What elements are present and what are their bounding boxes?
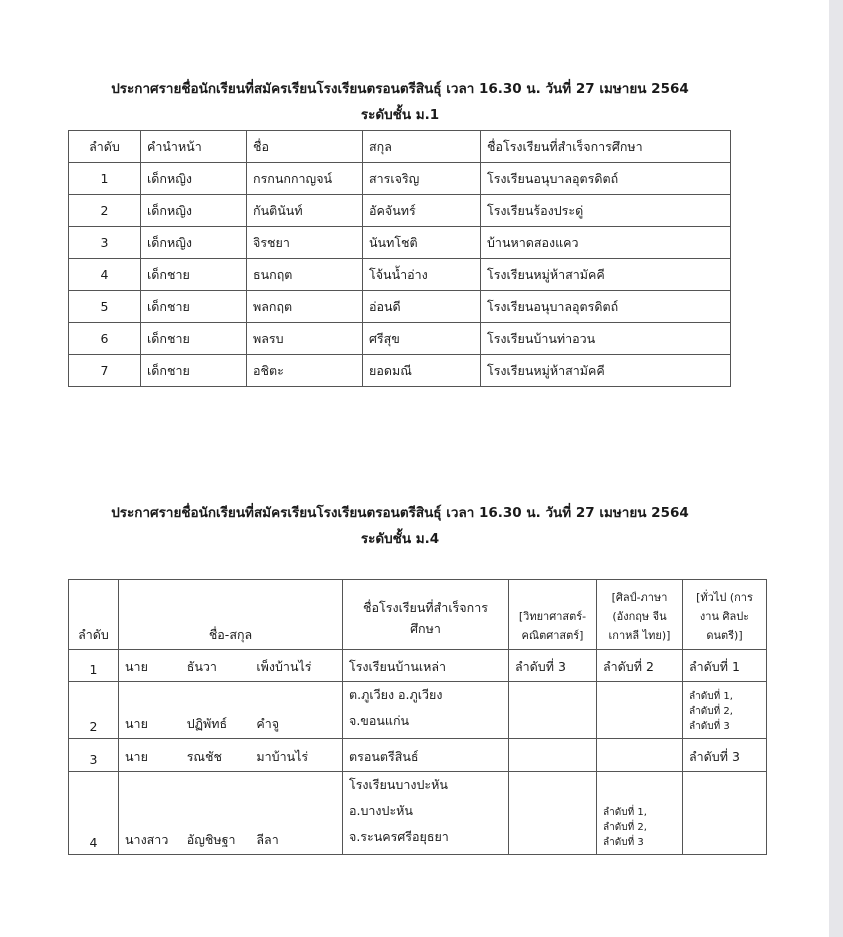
cell-prefix: เด็กหญิง bbox=[141, 227, 247, 259]
cell-index: 5 bbox=[69, 291, 141, 323]
cell-firstname: อชิตะ bbox=[247, 355, 363, 387]
cell-index: 1 bbox=[69, 650, 119, 682]
cell-index: 3 bbox=[69, 739, 119, 772]
cell-firstname: อัญชิษฐา bbox=[186, 832, 236, 847]
cell-sci-rank bbox=[509, 739, 597, 772]
cell-index: 2 bbox=[69, 682, 119, 739]
rank-line: ลำดับที่ 1, bbox=[603, 807, 647, 818]
header-arts-lang: [ศิลป์-ภาษา (อังกฤษ จีน เกาหลี ไทย)] bbox=[597, 580, 683, 650]
cell-school: โรงเรียนบ้านท่าอวน bbox=[481, 323, 731, 355]
cell-index: 7 bbox=[69, 355, 141, 387]
cell-prefix: เด็กชาย bbox=[141, 323, 247, 355]
table-row bbox=[69, 195, 731, 227]
cell-lastname: นันทโชติ bbox=[363, 227, 481, 259]
rank-line: ลำดับที่ 1, bbox=[689, 691, 733, 702]
cell-lastname: ศรีสุข bbox=[363, 323, 481, 355]
cell-school: โรงเรียนหมู่ห้าสามัคคี bbox=[481, 259, 731, 291]
header-general: [ทั่วไป (การงาน ศิลปะ ดนตรี)] bbox=[683, 580, 767, 650]
cell-firstname: ธนกฤต bbox=[247, 259, 363, 291]
header-firstname: ชื่อ bbox=[247, 131, 363, 163]
page-edge-strip bbox=[829, 0, 843, 937]
cell-prefix: นาย bbox=[125, 749, 148, 764]
section2-subtitle: ระดับชั้น ม.4 bbox=[360, 531, 440, 547]
cell-firstname: กรกนกกาญจน์ bbox=[247, 163, 363, 195]
cell-fullname bbox=[119, 772, 343, 855]
cell-firstname: พลรบ bbox=[247, 323, 363, 355]
school-line: จ.ระนครศรีอยุธยา bbox=[349, 829, 449, 844]
table-row bbox=[69, 259, 731, 291]
cell-lastname: ลีลา bbox=[256, 832, 279, 847]
cell-prefix: เด็กหญิง bbox=[141, 195, 247, 227]
cell-school: โรงเรียนอนุบาลอุตรดิตถ์ bbox=[481, 291, 731, 323]
m1-applicant-table bbox=[68, 130, 731, 387]
cell-lastname: สารเจริญ bbox=[363, 163, 481, 195]
table-row bbox=[69, 772, 767, 855]
cell-arts-rank bbox=[597, 739, 683, 772]
cell-lastname: มาบ้านไร่ bbox=[256, 749, 309, 764]
cell-arts-rank bbox=[597, 772, 683, 855]
cell-lastname: โจ้นน้ำอ่าง bbox=[363, 259, 481, 291]
table-row bbox=[69, 650, 767, 682]
cell-index: 2 bbox=[69, 195, 141, 227]
header-index: ลำดับ bbox=[69, 580, 119, 650]
cell-firstname: ธันวา bbox=[186, 659, 217, 674]
table-row bbox=[69, 739, 767, 772]
cell-firstname: พลกฤต bbox=[247, 291, 363, 323]
cell-general-rank bbox=[683, 772, 767, 855]
cell-firstname: รณชัช bbox=[186, 749, 222, 764]
cell-firstname: ปฏิพัทธ์ bbox=[186, 716, 228, 731]
cell-school: โรงเรียนร้องประดู่ bbox=[481, 195, 731, 227]
rank-line: ลำดับที่ 2, bbox=[603, 822, 647, 833]
section1-subtitle: ระดับชั้น ม.1 bbox=[360, 107, 440, 123]
section2-title: ประกาศรายชื่อนักเรียนที่สมัครเรียนโรงเรียนตรอนตรีสินธุ์ เวลา 16.30 น. วันที่ 27 เมษายน 2564 bbox=[111, 505, 689, 521]
table-row bbox=[69, 355, 731, 387]
cell-arts-rank: ลำดับที่ 2 bbox=[597, 650, 683, 682]
table-row bbox=[69, 291, 731, 323]
cell-index: 4 bbox=[69, 259, 141, 291]
cell-school bbox=[343, 682, 509, 739]
table-row bbox=[69, 227, 731, 259]
table-header-row bbox=[69, 131, 731, 163]
school-line: จ.ขอนแก่น bbox=[349, 713, 410, 728]
header-index: ลำดับ bbox=[69, 131, 141, 163]
table-row bbox=[69, 682, 767, 739]
cell-lastname: อ่อนดี bbox=[363, 291, 481, 323]
cell-prefix: เด็กชาย bbox=[141, 291, 247, 323]
table-header-row bbox=[69, 580, 767, 650]
school-line: อ.บางปะหัน bbox=[349, 803, 413, 818]
cell-prefix: นางสาว bbox=[125, 832, 169, 847]
cell-fullname bbox=[119, 682, 343, 739]
header-lastname: สกุล bbox=[363, 131, 481, 163]
cell-prefix: นาย bbox=[125, 659, 148, 674]
cell-firstname: จิรชยา bbox=[247, 227, 363, 259]
cell-sci-rank bbox=[509, 772, 597, 855]
header-sci-math: [วิทยาศาสตร์-คณิตศาสตร์] bbox=[509, 580, 597, 650]
school-line: โรงเรียนบางปะหัน bbox=[349, 777, 448, 792]
cell-fullname bbox=[119, 650, 343, 682]
cell-prefix: เด็กชาย bbox=[141, 355, 247, 387]
cell-general-rank: ลำดับที่ 3 bbox=[683, 739, 767, 772]
cell-lastname: เพ็งบ้านไร่ bbox=[256, 659, 312, 674]
school-line: ต.ภูเวียง อ.ภูเวียง bbox=[349, 687, 443, 702]
cell-general-rank bbox=[683, 682, 767, 739]
cell-school: โรงเรียนหมู่ห้าสามัคคี bbox=[481, 355, 731, 387]
cell-index: 4 bbox=[69, 772, 119, 855]
header-fullname: ชื่อ-สกุล bbox=[119, 580, 343, 650]
cell-fullname bbox=[119, 739, 343, 772]
cell-firstname: กันตินันท์ bbox=[247, 195, 363, 227]
cell-sci-rank bbox=[509, 682, 597, 739]
m4-applicant-table bbox=[68, 579, 767, 855]
cell-school: โรงเรียนบ้านเหล่า bbox=[343, 650, 509, 682]
rank-line: ลำดับที่ 2, bbox=[689, 706, 733, 717]
header-school: ชื่อโรงเรียนที่สำเร็จการศึกษา bbox=[343, 580, 509, 650]
section1-title: ประกาศรายชื่อนักเรียนที่สมัครเรียนโรงเรียนตรอนตรีสินธุ์ เวลา 16.30 น. วันที่ 27 เมษายน 2564 bbox=[111, 81, 689, 97]
rank-line: ลำดับที่ 3 bbox=[603, 837, 644, 848]
cell-prefix: เด็กหญิง bbox=[141, 163, 247, 195]
rank-line: ลำดับที่ 3 bbox=[689, 721, 730, 732]
table-row bbox=[69, 163, 731, 195]
cell-prefix: นาย bbox=[125, 716, 148, 731]
cell-general-rank: ลำดับที่ 1 bbox=[683, 650, 767, 682]
cell-index: 1 bbox=[69, 163, 141, 195]
cell-prefix: เด็กชาย bbox=[141, 259, 247, 291]
header-prefix: คำนำหน้า bbox=[141, 131, 247, 163]
cell-sci-rank: ลำดับที่ 3 bbox=[509, 650, 597, 682]
cell-school: บ้านหาดสองแคว bbox=[481, 227, 731, 259]
cell-school bbox=[343, 772, 509, 855]
cell-lastname: ยอดมณี bbox=[363, 355, 481, 387]
cell-index: 3 bbox=[69, 227, 141, 259]
cell-lastname: อัคจันทร์ bbox=[363, 195, 481, 227]
header-school: ชื่อโรงเรียนที่สำเร็จการศึกษา bbox=[481, 131, 731, 163]
table-row bbox=[69, 323, 731, 355]
cell-arts-rank bbox=[597, 682, 683, 739]
cell-school: โรงเรียนอนุบาลอุตรดิตถ์ bbox=[481, 163, 731, 195]
cell-index: 6 bbox=[69, 323, 141, 355]
cell-school: ตรอนตรีสินธ์ bbox=[343, 739, 509, 772]
cell-lastname: คำจู bbox=[256, 716, 280, 731]
